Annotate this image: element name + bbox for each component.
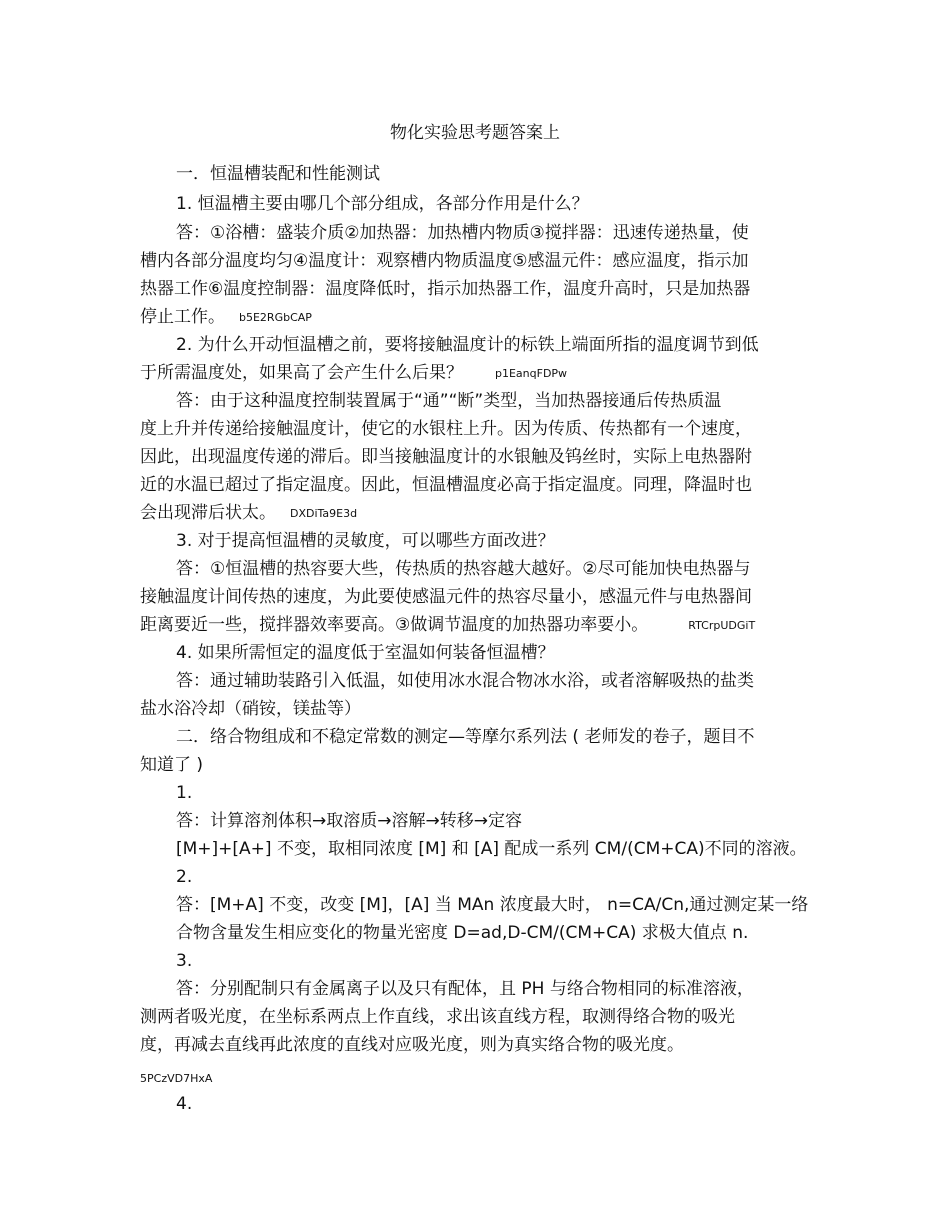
doc-code: b5E2RGbCAP <box>239 311 312 324</box>
question-line: 3. 对于提高恒温槽的灵敏度，可以哪些方面改进？ <box>176 531 555 551</box>
answer-line: 热器工作⑥温度控制器：温度降低时，指示加热器工作，温度升高时，只是加热器 <box>140 279 751 299</box>
answer-line: 会出现滞后状太。 DXDiTa9E3d <box>140 503 358 523</box>
doc-code: p1EanqFDPw <box>495 367 568 380</box>
answer-line: 合物含量发生相应变化的物量光密度 D=ad,D-CM/(CM+CA) 求极大值点 n. <box>176 923 749 943</box>
answer-line: 停止工作。 b5E2RGbCAP <box>140 307 312 327</box>
doc-code-line <box>140 1066 212 1091</box>
answer-line: 槽内各部分温度均匀④温度计：观察槽内物质温度⑤感温元件：感应温度，指示加 <box>140 251 749 271</box>
answer-line: 答：分别配制只有金属离子以及只有配体，且 PH 与络合物相同的标准溶液， <box>176 979 754 999</box>
answer-line: 度上升并传递给接触温度计，使它的水银柱上升。因为传质、传热都有一个速度， <box>140 419 752 439</box>
answer-line: 度，再减去直线再此浓度的直线对应吸光度，则为真实络合物的吸光度。 <box>140 1035 684 1055</box>
answer-line: 接触温度计间传热的速度，为此要使感温元件的热容尽量小，感温元件与电热器间 <box>140 587 752 607</box>
answer-line: 答：①恒温槽的热容要大些，传热质的热容越大越好。②尽可能加快电热器与 <box>176 559 751 579</box>
question-number: 3. <box>176 951 193 971</box>
answer-line: [M+]+[A+] 不变，取相同浓度 [M] 和 [A] 配成一系列 CM/(CM+CA)不同的溶液。 <box>176 839 807 859</box>
doc-code: RTCrpUDGiT <box>688 619 756 632</box>
question-number: 1. <box>176 783 193 803</box>
question-line: 4. 如果所需恒定的温度低于室温如何装备恒温槽？ <box>176 643 555 663</box>
doc-code: DXDiTa9E3d <box>290 507 358 520</box>
question-number: 2. <box>176 867 193 887</box>
answer-line: 距离要近一些，搅拌器效率要高。③做调节温度的加热器功率要小。 RTCrpUDGiT <box>140 615 756 635</box>
answer-line: 近的水温已超过了指定温度。因此，恒温槽温度必高于指定温度。同理，降温时也 <box>140 475 752 495</box>
answer-line: 答：计算溶剂体积→取溶质→溶解→转移→定容 <box>176 811 522 831</box>
section-heading: 一．恒温槽装配和性能测试 <box>176 164 380 184</box>
answer-line: 答：由于这种温度控制装置属于“通”“断”类型，当加热器接通后传热质温 <box>176 391 722 411</box>
question-line: 于所需温度处，如果高了会产生什么后果？ p1EanqFDPw <box>140 363 568 383</box>
page-title: 物化实验思考题答案上 <box>390 123 560 143</box>
question-line: 1. 恒温槽主要由哪几个部分组成，各部分作用是什么？ <box>176 194 589 214</box>
question-number: 4. <box>176 1094 193 1114</box>
section-heading: 二．络合物组成和不稳定常数的测定—等摩尔系列法 ( 老师发的卷子，题目不 <box>176 727 755 747</box>
answer-line: 测两者吸光度，在坐标系两点上作直线，求出该直线方程，取测得络合物的吸光 <box>140 1007 735 1027</box>
answer-line: 答：通过辅助装路引入低温，如使用冰水混合物冰水浴，或者溶解吸热的盐类 <box>176 671 754 691</box>
question-line: 2. 为什么开动恒温槽之前，要将接触温度计的标铁上端面所指的温度调节到低 <box>176 335 759 355</box>
answer-line: 因此，出现温度传递的滞后。即当接触温度计的水银触及钨丝时，实际上电热器附 <box>140 447 752 467</box>
answer-line: 答：①浴槽：盛装介质②加热器：加热槽内物质③搅拌器：迅速传递热量，使 <box>176 223 749 243</box>
answer-line: 盐水浴冷却（硝铵，镁盐等） <box>140 699 361 719</box>
section-heading: 知道了 ) <box>140 755 204 775</box>
doc-code: 5PCzVD7HxA <box>140 1072 213 1085</box>
answer-line: 答：[M+A] 不变，改变 [M]，[A] 当 MAn 浓度最大时， n=CA/Cn,通过测定某一络 <box>176 895 809 915</box>
